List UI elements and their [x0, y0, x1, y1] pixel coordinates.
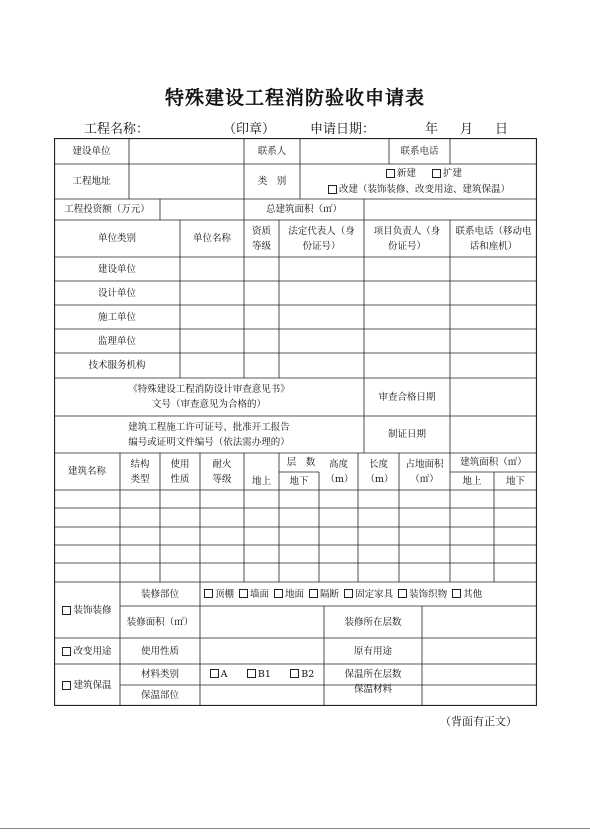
part-floor[interactable]: 地面 [274, 587, 304, 602]
part-ceiling[interactable]: 顶棚 [204, 587, 234, 602]
application-form [54, 138, 537, 706]
length-header: 长度（m） [365, 458, 394, 485]
apply-date-label: 申请日期： [310, 122, 376, 137]
phone-label: 联系电话 [400, 145, 439, 157]
page-bottom-rule [0, 828, 590, 829]
material-options [200, 664, 324, 685]
change-use-option[interactable]: 改变用途 [54, 638, 120, 664]
checkbox-insulation[interactable] [62, 681, 71, 690]
use-header: 使用性质 [170, 458, 190, 485]
unit-type-header: 单位类别 [97, 233, 136, 244]
design-review-label: 《特殊建设工程消防设计审查意见书》 文号（审查意见为合格的） [128, 384, 290, 410]
insulation-option[interactable]: 建筑保温 [54, 664, 120, 706]
option-expand[interactable]: 扩建 [422, 165, 472, 181]
area-below-header: 地下 [505, 475, 525, 487]
option-new[interactable]: 新建 [376, 165, 426, 181]
material-b2[interactable]: B2 [290, 667, 314, 682]
builder-label: 建设单位 [72, 145, 111, 157]
ins-floors-label: 保温所在层数 [344, 669, 402, 680]
category-label: 类 别 [257, 176, 287, 187]
part-fabric[interactable]: 装饰织物 [398, 587, 447, 602]
investment-label: 工程投资额（万元） [64, 204, 150, 215]
unit-row-designer: 设计单位 [97, 287, 136, 299]
unit-row-builder: 建设单位 [97, 263, 136, 275]
building-name-header: 建筑名称 [67, 466, 106, 477]
project-name-label: 工程名称： [84, 122, 150, 137]
orig-use-label: 原有用途 [353, 645, 392, 657]
option-renovate[interactable]: 改建（装饰装修、改变用途、建筑保温） [306, 181, 532, 197]
material-type-label: 材料类别 [140, 669, 179, 680]
checkbox-renovate[interactable] [328, 185, 337, 194]
material-b1[interactable]: B1 [247, 667, 271, 682]
height-header: 高度（m） [325, 458, 354, 485]
area-above-header: 地上 [462, 475, 482, 487]
land-area-header: 占地面积（㎡） [405, 458, 444, 485]
checkbox-expand[interactable] [432, 169, 441, 178]
day-label: 日 [495, 122, 509, 137]
ins-part-label: 保温部位 [140, 690, 179, 701]
month-label: 月 [460, 122, 474, 137]
ins-material-label: 保温材料 [353, 684, 392, 695]
decoration-option[interactable]: 装饰装修 [54, 582, 120, 638]
page-title: 特殊建设工程消防验收申请表 [164, 87, 425, 109]
manager-header: 项目负责人（身份证号） [373, 225, 441, 252]
cert-date-label: 制证日期 [387, 429, 426, 440]
deco-part-label: 装修部位 [140, 588, 179, 600]
structure-header: 结构类型 [130, 458, 150, 485]
floors-header: 层 数 [286, 457, 316, 468]
unit-row-tech-service: 技术服务机构 [88, 360, 146, 371]
floors-above-header: 地上 [251, 475, 271, 487]
fire-rating-header: 耐火等级 [212, 458, 232, 485]
part-furniture[interactable]: 固定家具 [344, 587, 393, 602]
pass-date-label: 审查合格日期 [378, 391, 436, 403]
part-wall[interactable]: 墙面 [239, 587, 269, 602]
floors-below-header: 地下 [289, 475, 309, 487]
deco-floors-label: 装修所在层数 [344, 616, 402, 628]
footer-note: （背面有正文） [440, 715, 517, 728]
deco-parts-options [204, 582, 537, 606]
use-nature-label: 使用性质 [140, 645, 179, 657]
address-label: 工程地址 [72, 176, 111, 187]
year-label: 年 [425, 122, 439, 137]
part-other[interactable]: 其他 [452, 587, 482, 602]
unit-row-constructor: 施工单位 [97, 311, 136, 323]
part-partition[interactable]: 隔断 [309, 587, 339, 602]
unit-name-header: 单位名称 [192, 233, 231, 244]
floor-area-header: 建筑面积（㎡） [460, 457, 527, 468]
legal-rep-header: 法定代表人（身份证号） [288, 225, 355, 252]
qualification-header: 资质等级 [251, 225, 271, 252]
checkbox-new[interactable] [386, 169, 395, 178]
deco-area-label: 装修面积（㎡） [126, 616, 194, 628]
material-a[interactable]: A [210, 667, 228, 682]
total-area-label: 总建筑面积（㎡） [265, 204, 342, 215]
permit-number-label: 建筑工程施工许可证号、批准开工报告 编号或证明文件编号（依法需办理的） [128, 421, 290, 448]
unit-phone-header: 联系电话（移动电话和座机） [455, 225, 532, 252]
seal-label: （印章） [223, 122, 276, 137]
contact-label: 联系人 [257, 145, 287, 157]
unit-row-supervisor: 监理单位 [97, 335, 136, 347]
checkbox-change-use[interactable] [62, 647, 71, 656]
checkbox-decoration[interactable] [62, 606, 71, 615]
